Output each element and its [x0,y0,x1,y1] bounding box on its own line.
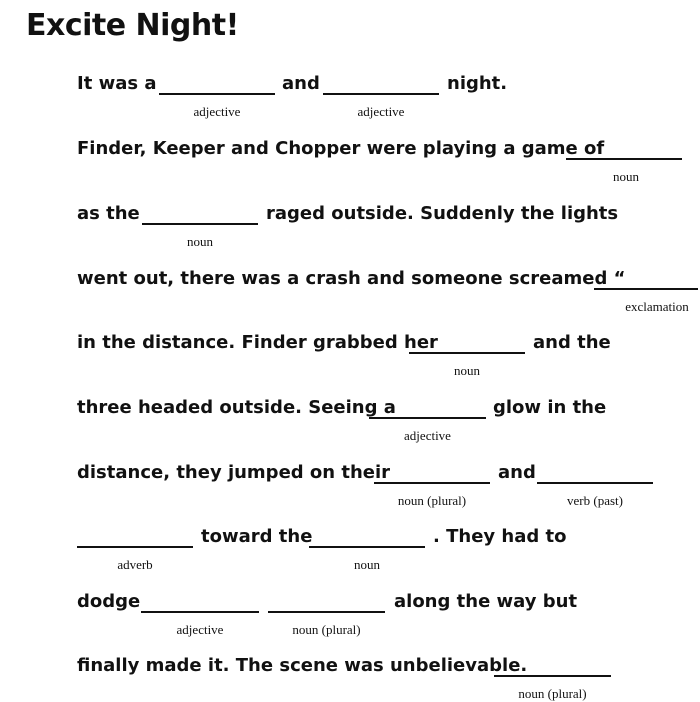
story-text: as the [77,203,140,224]
story-text: in the distance. Finder grabbed her [77,332,438,353]
blank-hint: adjective [176,622,224,637]
blank-hint: exclamation [625,299,689,314]
story-text: glow in the [493,397,607,418]
blank-noun[interactable] [409,352,525,378]
story-text: along the way but [394,591,578,612]
blank-adjective[interactable] [323,93,439,119]
blank-noun[interactable] [566,158,682,184]
blank-adjective[interactable] [141,611,259,637]
blank-hint: noun [354,557,380,572]
blank-hint: noun (plural) [292,622,361,637]
story-text: raged outside. Suddenly the lights [266,203,619,224]
story-text: toward the [201,526,313,547]
blank-exclamation[interactable] [594,288,698,314]
blank-adjective[interactable] [159,93,275,119]
blank-noun-plural[interactable] [268,611,385,637]
blank-verb-past[interactable] [537,482,653,508]
blank-noun-plural[interactable] [374,482,490,508]
blank-hint: noun [454,363,480,378]
blank-hint: verb (past) [567,493,623,508]
story-text: and [498,462,536,483]
blank-adjective[interactable] [369,417,486,443]
story-text: . They had to [433,526,567,547]
blank-adverb[interactable] [77,546,193,572]
blank-hint: adjective [404,428,451,443]
story-text: and [282,73,320,94]
story-text: three headed outside. Seeing a [77,397,396,418]
story-text: Finder, Keeper and Chopper were playing a game of [77,138,605,159]
story-text: distance, they jumped on their [77,462,391,483]
blank-noun-plural[interactable] [494,675,611,701]
blank-hint: noun [613,169,639,184]
page-title: Excite Night! [26,8,239,43]
story-text: night. [447,73,508,94]
blank-noun[interactable] [309,546,425,572]
blank-hint: noun (plural) [518,686,587,701]
blank-hint: adverb [117,557,153,572]
blank-noun[interactable] [142,223,258,249]
blank-hint: adjective [357,104,405,119]
blank-hint: adjective [193,104,241,119]
story-text: and the [533,332,611,353]
story-text: finally made it. The scene was unbelievable. [77,655,528,676]
blank-hint: noun [187,234,213,249]
story-text: went out, there was a crash and someone screamed “ [77,268,626,289]
story-text: It was a [77,73,157,94]
blank-hint: noun (plural) [397,493,467,508]
story-text: dodge [77,591,141,612]
